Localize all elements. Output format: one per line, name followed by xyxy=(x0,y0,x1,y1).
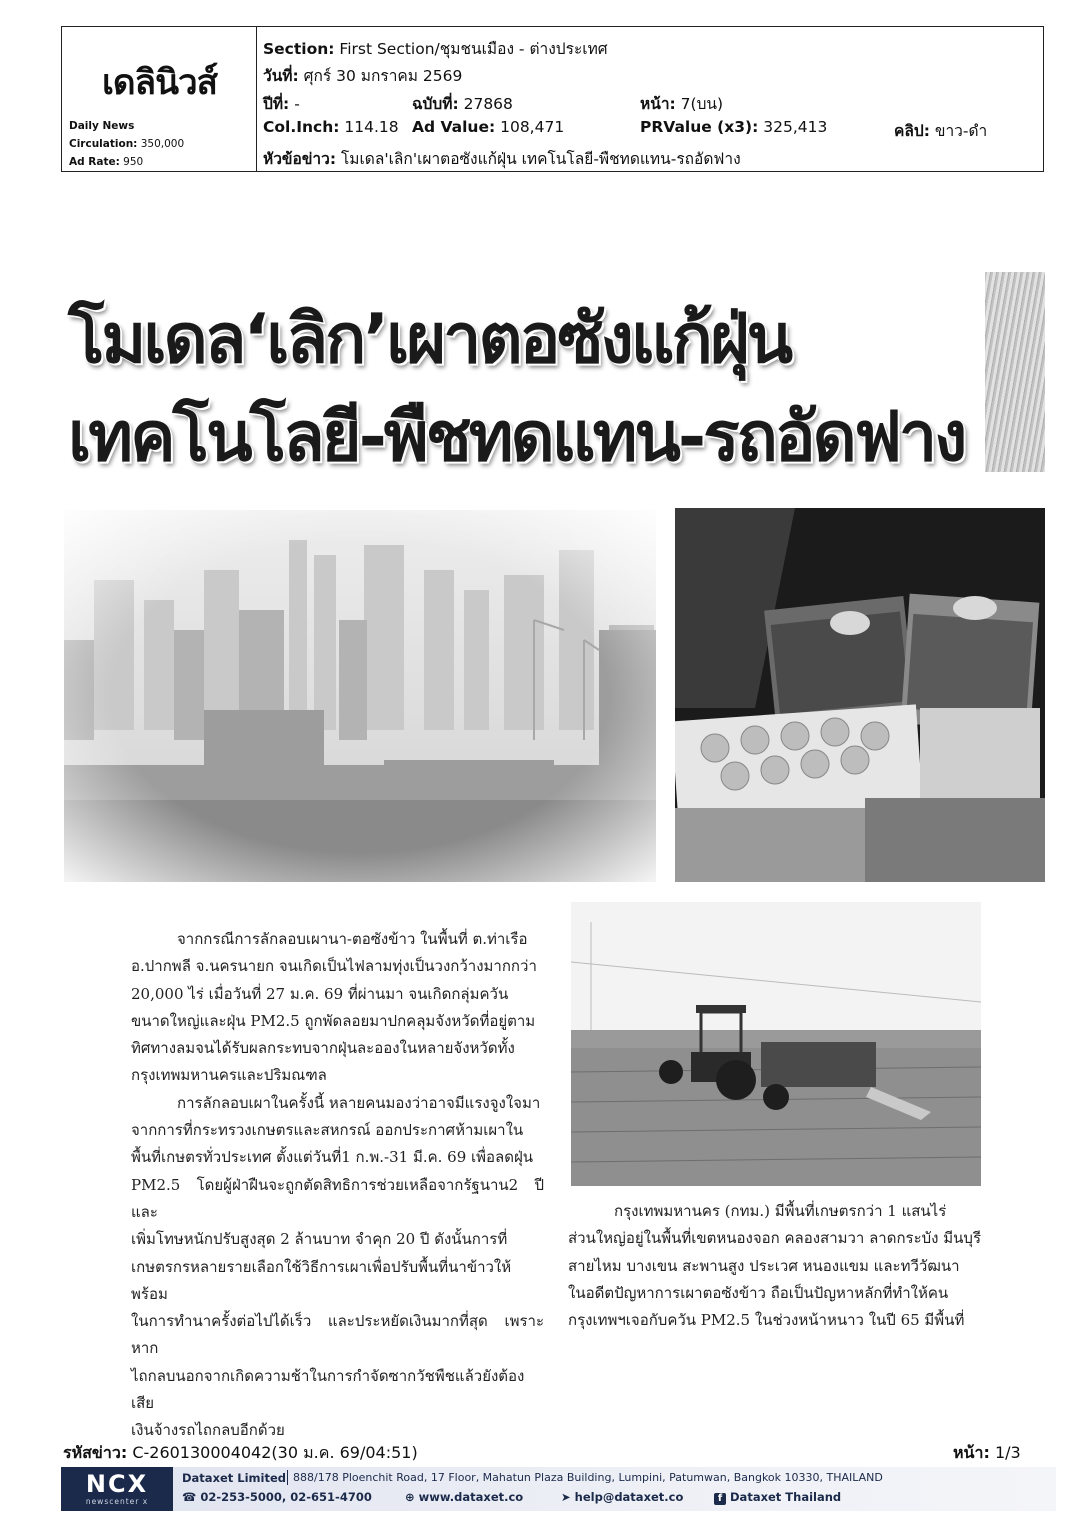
photo-rice-packages xyxy=(675,508,1045,882)
text-line: เกษตรกรหลายรายเลือกใช้วิธีการเผาเพื่อปรับพื้นที่นาข้าวให้พร้อม xyxy=(131,1257,512,1303)
footer-bar xyxy=(61,1467,1056,1511)
text-line: 20,000 ไร่ เมื่อวันที่ 27 ม.ค. 69 ที่ผ่านมา จนเกิดกลุ่มควัน xyxy=(131,984,509,1003)
page-number: หน้า: 1/3 xyxy=(953,1443,1021,1462)
article-column-1 xyxy=(131,926,544,1445)
daily-news-label: Daily News xyxy=(69,120,135,132)
globe-icon: ⊕ xyxy=(405,1490,415,1504)
page-field: หน้า: 7(บน) xyxy=(640,95,724,113)
text-line: ขนาดใหญ่และฝุ่น PM2.5 ถูกพัดลอยมาปกคลุมจังหวัดที่อยู่ตาม xyxy=(131,1011,536,1030)
year-field: ปีที่: - xyxy=(263,95,300,113)
clip-field: คลิป: ขาว-ดำ xyxy=(894,122,988,140)
photo-tractor-baler xyxy=(571,902,981,1186)
facebook-link[interactable]: f Dataxet Thailand xyxy=(714,1490,841,1505)
text-line: ส่วนใหญ่อยู่ในพื้นที่เขตหนองจอก คลองสามวา ลาดกระบัง มีนบุรี xyxy=(568,1229,981,1248)
advalue-field: Ad Value: 108,471 xyxy=(412,118,565,136)
text-line: เพิ่มโทษหนักปรับสูงสุด 2 ล้านบาท จำคุก 20 ปี ดังนั้นการที่ xyxy=(131,1230,508,1249)
text-line: การลักลอบเผาในครั้งนี้ หลายคนมองว่าอาจมีแรงจูงใจมา xyxy=(177,1093,541,1112)
article-paragraph-3 xyxy=(568,1198,981,1334)
text-line: ในการทำนาครั้งต่อไปได้เร็ว และประหยัดเงินมากที่สุด เพราะหาก xyxy=(131,1312,544,1358)
photo-hazy-skyline xyxy=(64,510,656,882)
text-line: เงินจ้างรถไถกลบอีกด้วย xyxy=(131,1421,285,1440)
circulation: Circulation: 350,000 xyxy=(69,138,185,150)
text-line: กรุงเทพมหานคร (กทม.) มีพื้นที่เกษตรกว่า 1 แสนไร่ xyxy=(614,1202,947,1220)
article-paragraph-2 xyxy=(131,1090,544,1445)
headline-line-1: โมเดล‘เลิก’เผาตอซังแก้ฝุ่น xyxy=(68,300,791,379)
send-icon: ➤ xyxy=(561,1490,571,1504)
text-line: ในอดีตปัญหาการเผาตอซังข้าว ถือเป็นปัญหาหลักที่ทำให้คน xyxy=(568,1283,949,1302)
divider xyxy=(287,1470,288,1485)
headline-line-2: เทคโนโลยี-พืชทดแทน-รถอัดฟาง xyxy=(68,398,965,477)
phone-icon: ☎ xyxy=(182,1490,197,1504)
email-link[interactable]: ➤ help@dataxet.co xyxy=(561,1490,684,1504)
publication-panel xyxy=(62,27,257,171)
ncx-logo-subtitle: newscenter x xyxy=(85,1497,149,1506)
rice-packages-illustration xyxy=(675,508,1045,882)
company-address: 888/178 Ploenchit Road, 17 Floor, Mahatun Plaza Building, Lumpini, Patumwan, Bangkok 10330, THAILAND xyxy=(293,1471,883,1484)
section-field: Section: First Section/ชุมชนเมือง - ต่างประเทศ xyxy=(263,40,608,58)
text-line: จากการที่กระทรวงเกษตรและสหกรณ์ ออกประกาศห้ามเผาใน xyxy=(131,1121,524,1140)
text-line: สายไหม บางเขน สะพานสูง ประเวศ หนองแขม และทวีวัฒนา xyxy=(568,1256,960,1275)
text-line: พื้นที่เกษตรทั่วประเทศ ตั้งแต่วันที่1 ก.พ.-31 มี.ค. 69 เพื่อลดฝุ่น xyxy=(131,1148,534,1167)
ncx-logo-text: NCX xyxy=(85,1470,149,1498)
prvalue-field: PRValue (x3): 325,413 xyxy=(640,118,828,136)
text-line: กรุงเทพฯเจอกับควัน PM2.5 ในช่วงหน้าหนาว ในปี 65 มีพื้นที่ xyxy=(568,1311,965,1330)
clipping-header xyxy=(61,26,1044,172)
news-code: รหัสข่าว: C-260130004042(30 ม.ค. 69/04:51) xyxy=(63,1443,418,1462)
colinch-field: Col.Inch: 114.18 xyxy=(263,118,399,136)
publication-logo: เดลินิวส์ xyxy=(101,63,218,103)
article-column-2 xyxy=(568,1198,981,1334)
text-line: ทิศทางลมจนได้รับผลกระทบจากฝุ่นละอองในหลายจังหวัดทั้ง xyxy=(131,1039,515,1058)
facebook-icon: f xyxy=(714,1493,726,1505)
text-line: ไถกลบนอกจากเกิดความช้าในการกำจัดซากวัชพืชแล้วยังต้องเสีย xyxy=(131,1366,525,1413)
issue-field: ฉบับที่: 27868 xyxy=(412,95,513,113)
date-field: วันที่: ศุกร์ 30 มกราคม 2569 xyxy=(263,67,463,85)
ad-rate: Ad Rate: 950 xyxy=(69,156,144,168)
text-line: จากกรณีการลักลอบเผานา-ตอซังข้าว ในพื้นที่ ต.ท่าเรือ xyxy=(177,930,528,948)
website-link[interactable]: ⊕ www.dataxet.co xyxy=(405,1490,524,1504)
phone-contact: ☎ 02-253-5000, 02-651-4700 xyxy=(182,1490,372,1504)
tractor-illustration xyxy=(571,902,981,1186)
article-paragraph-1 xyxy=(131,926,544,1090)
company-name: Dataxet Limited xyxy=(182,1471,287,1485)
ncx-logo xyxy=(61,1467,173,1511)
text-line: กรุงเทพมหานครและปริมณฑล xyxy=(131,1066,327,1085)
skyline-illustration xyxy=(64,510,656,882)
headline-field: หัวข้อข่าว: โมเดล'เลิก'เผาตอซังแก้ฝุ่น เทคโนโลยี-พืชทดแทน-รถอัดฟาง xyxy=(263,150,741,168)
text-line: PM2.5 โดยผู้ฝ่าฝืนจะถูกตัดสิทธิการช่วยเหลือจากรัฐนาน2 ปี และ xyxy=(131,1175,544,1221)
headline-background-texture xyxy=(985,272,1045,472)
text-line: อ.ปากพลี จ.นครนายก จนเกิดเป็นไฟลามทุ่งเป็นวงกว้างมากกว่า xyxy=(131,957,537,976)
